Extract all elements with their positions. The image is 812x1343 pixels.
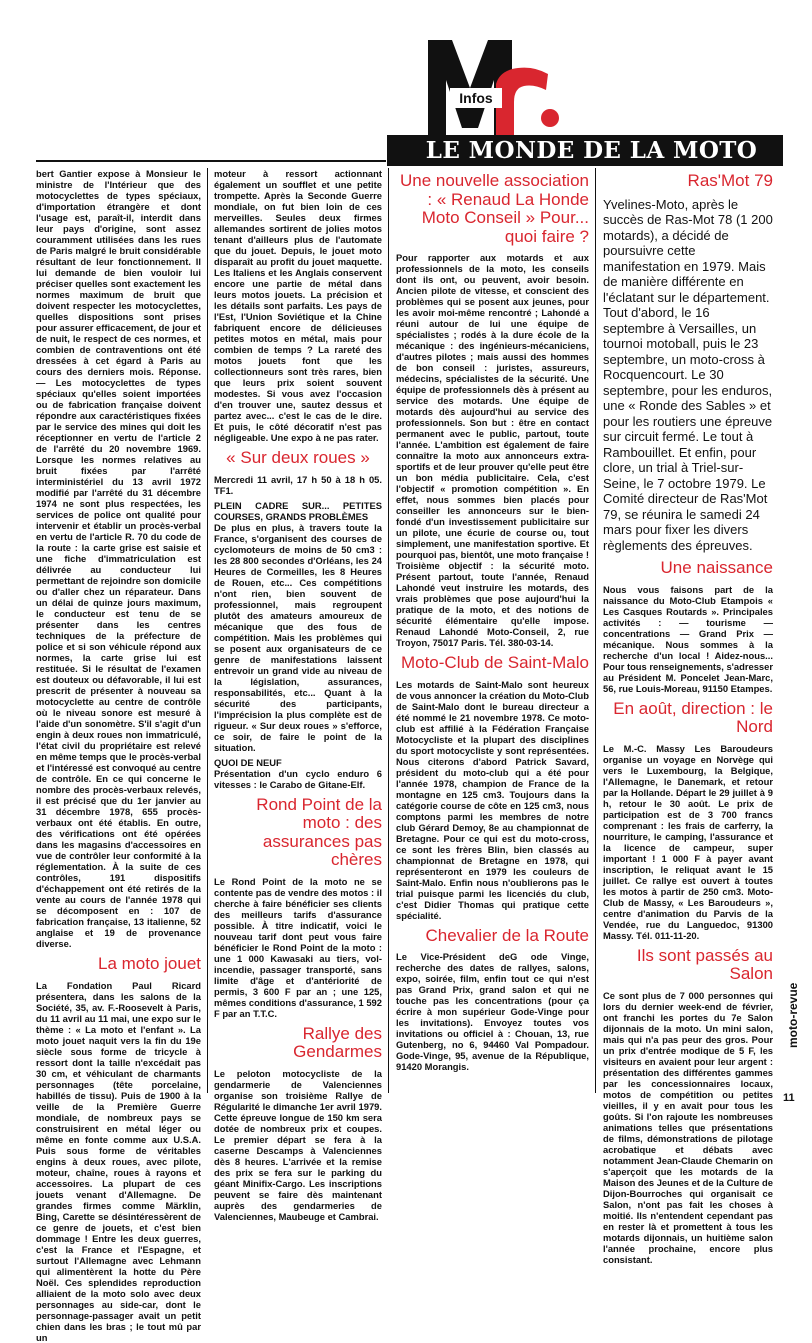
article-text: De plus en plus, à travers toute la France, s'organisent des courses de cyclomoteurs de moins de 50 cm3 : les 28 800 secondes d'Orléans, les 24 Heures de Cormeilles, les 8 Heures de Rouen, etc... Ces compétitions n'ont rien, bien souvent de professionnel, mais regroupent plutôt des amateurs amoureux de mécanique que des fous de compétition. Mais les problèmes qui se posent aux organisateurs de ce genre de manifestations laissent entrevoir un grand vide au niveau de la législation, assurances, responsabilités, etc... Quant à la sécurité des participants, l'imprécision la plus complète est de rigueur. « Sur deux roues » s'efforce, ce soir, de faire le point de la situation.: [214, 521, 382, 753]
article-text: Nous vous faisons part de la naissance du Moto-Club Etampois « Les Casques Routards ». Principales activités : — tourisme — concentrations — Grand Prix — mécanique. Nous sommes à la recherche d'un local ! Aidez-nous... Pour tous renseignements, s'adresser au Président M. Poncelet Jean-Marc, 56, rue Louis-Moreau, 91150 Etampes.: [603, 583, 773, 694]
article-text: Les motards de Saint-Malo sont heureux de vous annoncer la création du Moto-Club de Saint-Malo dont le bureau directeur a été nommé le 21 novembre 1978. Ce moto-club est affilié à la Fédération Française Motocycliste et la plupart des disciplines du sport motocycliste y sont représentées. Nous citerons d'abord Patrick Savard, président du moto-club qui a été pour l'année 1978, champion de France de la montagne en 125 cm3. Toujours dans la catégorie course de côte en 125 cm3, nous comptons parmi les membres de notre club Gérard Demoy, 8e au championnat de Bretagne. Pour ce qui est du moto-cross, ce sont les frères Blin, bien classés au championnat de Bretagne en 1978, qui représenteront en 1979 les couleurs de Saint-Malo. Enfin nous n'oublierons pas le trial puisque parmi les licenciés du club, c'est Didier Thomas qui pratique cette spécialité.: [396, 678, 589, 921]
column-divider: [388, 168, 389, 1093]
broadcast-time: Mercredi 11 avril, 17 h 50 à 18 h 05. TF1.: [214, 473, 382, 496]
magazine-logo: [400, 18, 570, 148]
article-text: La Fondation Paul Ricard présentera, dans les salons de la Société, 35, av. F.-Roosevelt à Paris, du 11 avril au 11 mai, une expo sur le thème : « La moto et l'enfant ». La moto jouet naquit vers la fin du 19e siècle sous forme de tricycle à ressort dont la taille n'excédait pas 30 cm, et véhiculant de charmants personnages (tête porcelaine, habillés de tissu). Puis de 1900 à la veille de la Première Guerre mondiale, de nombreux pays se construisirent en métal léger ou même en fonte comme aux U.S.A. Puis sous forme de véritables engins à deux roues, avec pilote, moteur, chaîne, roues à rayons et accessoires. La plupart de ces jouets venant d'Allemagne. De grandes firmes comme Märklin, Bing, Carette se désintéressèrent de ce genre de jouets, et c'est bien dommage ! Entre les deux guerres, c'est la France et l'Espagne, et surtout l'Allemagne avec Lehmann qui alimentèrent la hotte du Père Noël. Ces splendides reproduction alliaient de la moto solo avec deux personnages au side-car, dont le personnage-passager avait un petit chien dans les bras ; le tout mû par un: [36, 979, 201, 1343]
article-text: Le M.-C. Massy Les Baroudeurs organise un voyage en Norvège qui vers le Luxembourg, la Belgique, l'Allemagne, le Danemark, et retour par la Hollande. Départ le 29 juillet à 9 h, retour le 30 août. Le prix de participation est de 3 700 francs comprenant : les frais de carferry, la nourriture, le camping, l'assurance et la licence de campeur, super important ! 1 000 F à payer avant inscription, le reliquat avant le 15 juillet. Ce rallye est ouvert à toutes les motos à partir de 250 cm3. Moto-Club de Massy, « Les Baroudeurs », centre d'animation du Parvis de la Vendée, rue du Languedoc, 91300 Massy. Tél. 011-11-20.: [603, 742, 773, 941]
heading-une-naissance: Une naissance: [660, 558, 773, 577]
article-text: Le peloton motocycliste de la gendarmerie de Valenciennes organise son troisième Rallye de Régularité le dimanche 1er avril 1979. Cette épreuve longue de 150 km sera dotée de nombreux prix et coupes. Le premier départ se fera à la caserne Descamps à Valenciennes dès 8 heures. L'arrivée et la remise des prix se fera sur le parking du géant Minifix-Cargo. Les inscriptions peuvent se faire dès maintenant auprès des gendarmeries de Valenciennes, Maubeuge et Cambrai.: [214, 1067, 382, 1222]
page-title: LE MONDE DE LA MOTO: [425, 137, 758, 164]
heading-rallye-gendarmes: Rallye des Gendarmes: [293, 1023, 382, 1061]
article-text: Ce sont plus de 7 000 personnes qui lors du dernier week-end de février, ont franchi les portes du 7e Salon dijonnais de la moto. Un mini salon, mais qui n'a pas peur des gros. Pour un prix d'entrée modique de 5 F, les visiteurs en avaient pour leur argent : présentation des différentes gammes par les concessionnaires locaux, motos de compétition ou petites vieilles, il y en avait pour tous les goûts. Si l'on rajoute les nombreuses animations telles que présentations de films, démonstrations de pilotage acrobatique et débats avec notamment Jean-Claude Chemarin on s'aperçoit que les motards de la Maison des Jeunes et de la Culture de Dijon-Bourroches qui organisait ce Salon, n'ont pas fait les choses à moitié. Ils n'entendent cependant pas en rester là et promettent à tous les motards dijonnais, un huitième salon l'année prochaine, encore plus consistant.: [603, 989, 773, 1265]
column-d: [603, 171, 773, 1265]
subheading: PLEIN CADRE SUR... PETITES COURSES, GRANDS PROBLÈMES: [214, 499, 382, 522]
header-rule: [36, 160, 386, 162]
heading-moto-jouet: La moto jouet: [97, 954, 201, 973]
heading-en-aout: En août, direction : le Nord: [613, 698, 773, 736]
article-text: Pour rapporter aux motards et aux professionnels de la moto, les conseils dont ils ont, ou peuvent, avoir besoin. Ancien pilote de vitesse, et conscient des problèmes qui se posent aux jeunes, pour les avoir moi-même rencontré ; Lahondé a réuni autour de lui une équipe de spécialistes ; rodés à la dure école de la mécanique : des ingénieurs-mécaniciens, d'autres pilotes ; mais aussi des hommes de bon conseil : juristes, assureurs, médecins, spécialistes de la sécurité. Une équipe de professionnels dès à présent au service des motards. Une équipe de motards dès aujourd'hui au service des professionnels. Son but : être en contact permanent avec le public, partout, toute l'année. L'ambition est également de faire connaître la moto aux annonceurs extra-sportifs et de leur prouver qu'elle peut être un bon média publicitaire. Cela, c'est l'objectif « promotion compétition ». En effet, nous sommes bien placés pour conseiller les annonceurs sur le bien-fondé d'un investissement publicitaire sur un pilote, une écurie de course ou, tout simplement, une manifestation sportive. Et pourquoi pas, bientôt, une moto française ! Troisième objectif : la sécurité moto. Présent partout, toute l'année, Renaud Lahondé veut instruire les motards, des vrais problèmes que pose aujourd'hui la pratique de la moto, et des notions de sécurité élémentaire qu'elle impose. Renaud Lahondé Moto-Conseil, 2, rue Troyon, 75017 Paris. Tél. 380-03-14.: [396, 252, 589, 648]
column-b: [214, 168, 382, 1222]
heading-chevalier-route: Chevalier de la Route: [425, 925, 589, 945]
column-divider: [595, 168, 596, 1093]
heading-moto-club-saint-malo: Moto-Club de Saint-Malo: [400, 653, 589, 672]
article-text: moteur à ressort actionnant également un soufflet et une petite trompette. Après la Seconde Guerre mondiale, on fut bien loin de ces merveilles. Seules deux firmes allemandes sortirent de jolies motos tenant d'ailleurs plus de l'automate que du jouet. Depuis, le jouet moto disparaît au profit du jouet maquette. Les Italiens et les Anglais conservent encore une partie de métal dans leurs motos jouets. La précision et les détails sont parfaits. Les pays de l'Est, l'Union Soviétique et la Chine fabriquent encore de délicieuses petites motos en métal, mais pour combien de temps ? La rareté des motos jouets font que les collectionneurs sont très rares, bien que leurs prix soient souvent modestes. Si vous avez l'occasion d'en trouver une, sautez dessus et partez avec... c'est le cas de le dire. Et puis, le côté décoratif n'est pas négligeable. Une expo à ne pas rater.: [214, 168, 382, 443]
column-c: [396, 172, 589, 1092]
heading-passes-au-salon: Ils sont passés au Salon: [636, 945, 773, 983]
logo-infos-text: Infos: [459, 90, 493, 106]
column-a: [36, 168, 201, 1343]
article-text: bert Gantier expose à Monsieur le ministre de l'Intérieur que des motocyclettes de types spéciaux, d'importation étrangère et dont l'usage est, paraît-il, interdit dans leur pays d'origine, sont assez couramment utilisées dans les rues de Paris malgré le bruit considérable résultant de leur fonctionnement. Il lui demande de bien vouloir lui préciser quelles sont exactement les normes maximum de bruit que doivent respecter les motocyclettes, quelles dispositions sont prises pour assurer efficacement, de jour et de nuit, le respect de ces normes, et combien de contraventions ont été dressées à cet égard à Paris au cours des derniers mois. Réponse. — Les motocyclettes de types spéciaux qu'elles soient importées ou de fabrication française doivent répondre aux caractéristiques fixées par le service des mines qui doit les réceptionner en vertu de l'article 2 de l'arrêté du 20 novembre 1969. Lorsque les normes relatives au bruit fixées par l'arrêté interministériel du 13 avril 1972 modifié par l'arrêté du 31 décembre 1974 ne sont plus respectées, les services de police ont qualité pour intervenir et établir un procès-verbal en vertu de l'article R. 70 du code de la route : la carte grise est saisie et une fiche d'immatriculation est délivrée au conducteur lui permettant de rejoindre son domicile ou d'aller chez un réparateur. Dans un délai de quinze jours maximum, le conducteur est tenu de se présenter dans les centres techniques de la préfecture de police et si son véhicule répond aux normes, la carte grise lui est restituée. Si le résultat de l'examen est douteux ou défavorable, il lui est prescrit de présenter à nouveau sa motocyclette au centre de contrôle où le niveau sonore est mesuré à l'aide d'un sonomètre. S'il s'agit d'un engin à deux roues non immatriculé, l'état civil du propriétaire est relevé en même temps que le procès-verbal et l'intéressé est convoqué au centre de contrôle. En ce qui concerne le nombre des procès-verbaux relevés, il est précisé que du 1er janvier au 31 décembre 1978, 655 procès-verbaux ont été établis. En outre, des vérifications ont été opérées dans les magasins d'accessoires en vue de contrôler leur conformité à la réglementation. À la suite de ces contrôles, 191 dispositifs d'échappement ont été retirés de la vente au cours de l'année 1978 qui se décomposent en : 107 de fabrication française, 13 italienne, 52 anglaise et 19 de provenance diverse.: [36, 168, 201, 949]
article-text: Présentation d'un cyclo enduro 6 vitesses : le Carabo de Gitane-Elf.: [214, 767, 382, 790]
article-text: Le Vice-Président deG ode Vinge, recherche des dates de rallyes, salons, expo, soirée, film, enfin tout ce qui n'est pas Grand Prix, grand salon et qui ne touche pas les concentrations (pour ça écrire à mon supérieur Gode-Vinge pour les invitations). Envoyez toutes vos invitations ou officiel à : Chouan, 13, rue Gutenberg, no 6, 94460 Val Pompadour. Gode-Vinge, 95, avenue de la République, 91420 Morangis.: [396, 951, 589, 1072]
lead-text: Yvelines-Moto, après le succès de Ras-Mot 78 (1 200 motards), a décidé de poursuivre cette manifestation en 1979. Mais de manière différente en l'éclatant sur le département. Tout d'abord, le 16 septembre à Versailles, un tournoi motoball, puis le 23 septembre, un moto-cross à Rocquencourt. Le 30 septembre, pour les enduros, une « Ronde des Sables » et pour les routiers une épreuve sur circuit fermé. Le tout à Rambouillet. Et enfin, pour clore, un trial à Triel-sur-Seine, le 7 octobre 1979. Le Comité directeur de Ras'Mot 79, se réunira le samedi 24 mars pour fixer les divers règlements des épreuves.: [603, 196, 773, 553]
article-text: Le Rond Point de la moto ne se contente pas de vendre des motos : il cherche à faire bénéficier ses clients des meilleurs tarifs d'assurance possible. À titre indicatif, voici le nouveau tarif dont peut vous faire bénéficier le Rond Point de la moto : une 1 000 Kawasaki au tiers, vol-incendie, passager transporté, sans limite d'âge et d'antériorité de permis, 3 600 F par an ; une 125, mêmes conditions d'assurance, 1 592 F par an T.T.C.: [214, 875, 382, 1019]
side-label-text: moto-revue: [786, 982, 800, 1048]
subheading: QUOI DE NEUF: [214, 756, 282, 768]
heading-rond-point: Rond Point de la moto : des assurances pas chères: [256, 794, 382, 869]
page-number: 11: [783, 1092, 795, 1104]
column-divider: [207, 168, 208, 1093]
heading-sur-deux-roues: « Sur deux roues »: [226, 448, 370, 467]
heading-nouvelle-association: Une nouvelle association : « Renaud La Honde Moto Conseil » Pour... quoi faire ?: [399, 171, 589, 246]
side-label: [780, 982, 804, 1050]
heading-rasmot-79: Ras'Mot 79: [687, 171, 773, 190]
